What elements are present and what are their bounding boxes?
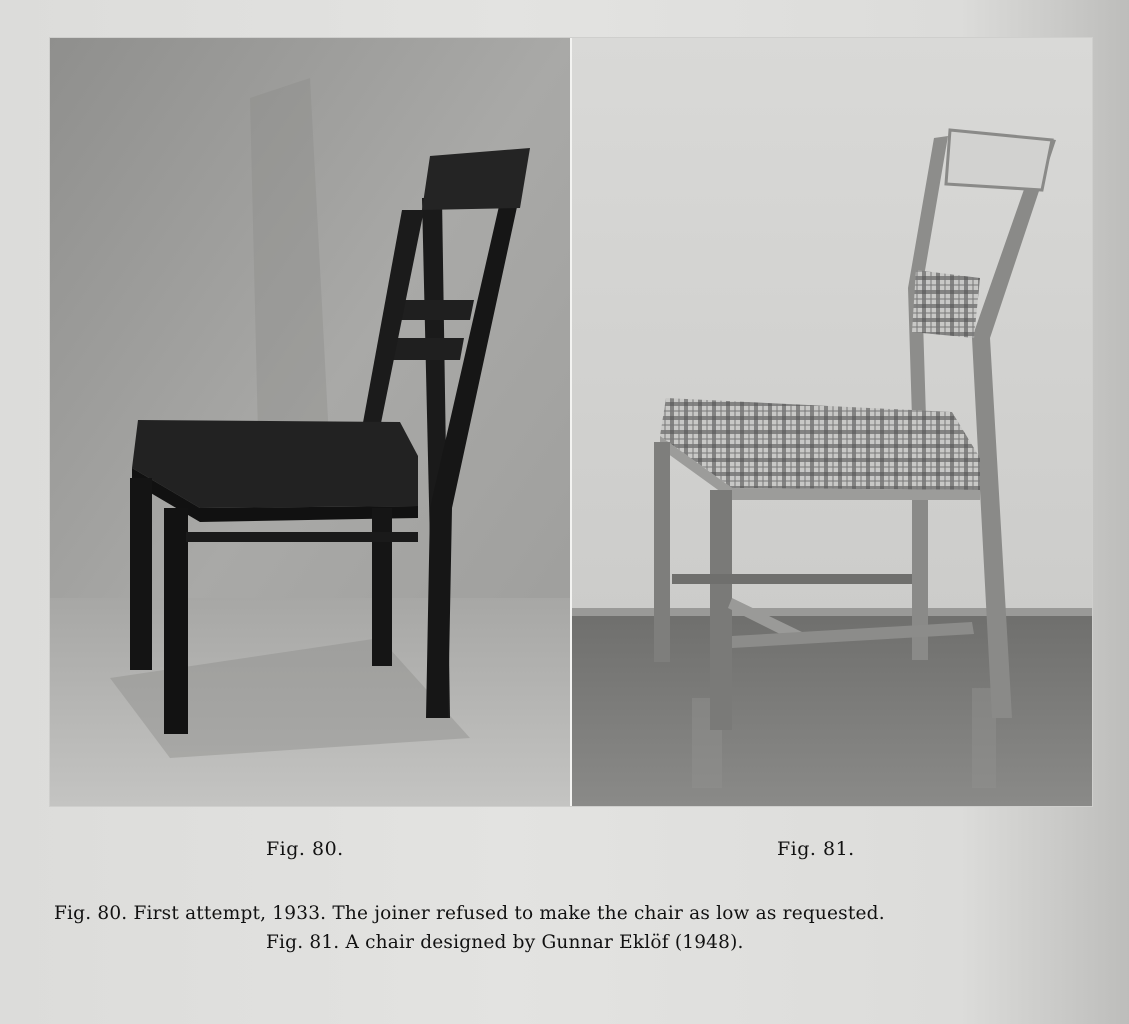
photo-fig-80 [50,38,570,806]
fig-81-label: Fig. 81. [777,838,855,860]
photo-plate [50,38,1092,806]
light-chair-illustration [572,38,1092,806]
fig-80-label: Fig. 80. [266,838,344,860]
photo-fig-81 [572,38,1092,806]
caption-fig-81: Fig. 81. A chair designed by Gunnar Eklöf (1948). [266,932,744,953]
dark-chair-illustration [50,38,570,806]
caption-fig-80: Fig. 80. First attempt, 1933. The joiner refused to make the chair as low as requested. [54,903,885,924]
